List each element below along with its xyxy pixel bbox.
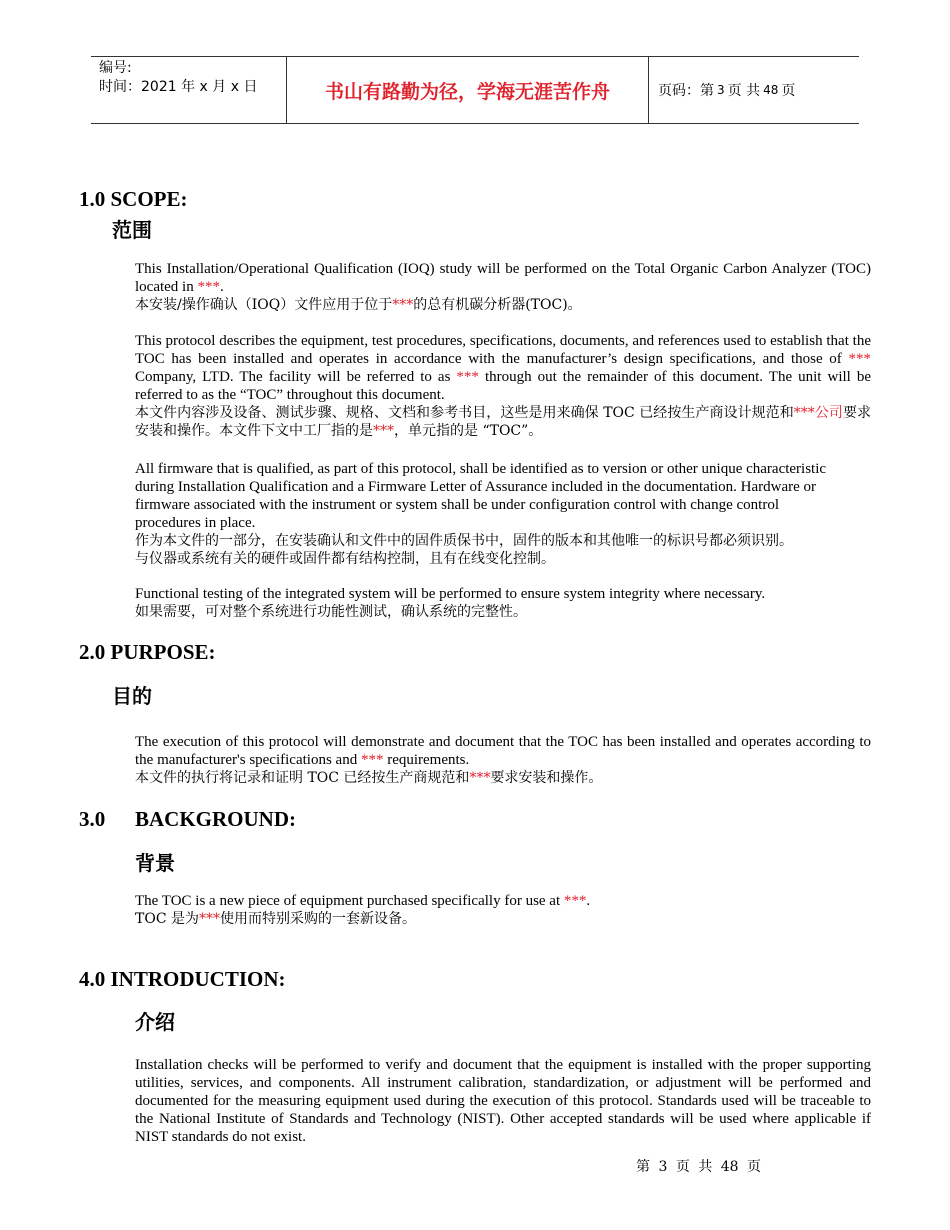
purpose-paragraph: The execution of this protocol will demonstrate and document that the TOC has been installed and operates according to the manufacturer's specifications and *** requirements. 本文件的执行将记录和证明 TOC 已经按生产商规范和***要求安装和操作。 [135, 734, 871, 786]
placeholder-marker: *** [197, 279, 220, 295]
placeholder-marker: *** [373, 423, 394, 439]
introduction-paragraph: Installation checks will be performed to verify and document that the equipment is installed with the proper supporting utilities, services, and components. All instrument calibration, standardization, or adjustment will be performed and documented for the measuring equipment used during the execution of this protocol. Standards used will be traceable to the National Institute of Standards and Technology (NIST). Other accepted standards will be used where applicable if NIST standards do not exist. [135, 1057, 871, 1145]
scope-paragraph-1: This Installation/Operational Qualification (IOQ) study will be performed on the Total Organic Carbon Analyzer (TOC) located in ***. 本安装/操作确认（IOQ）文件应用于位于***的总有机碳分析器(TOC)。 [135, 261, 871, 313]
date-label: 时间：2021 年 x 月 x 日 [99, 79, 258, 95]
serial-number-label: 编号: [99, 60, 132, 76]
placeholder-marker: *** [469, 770, 491, 786]
placeholder-company: ***公司 [793, 405, 843, 421]
header-motto: 书山有路勤为径，学海无涯苦作舟 [286, 57, 649, 123]
section-heading-introduction-cn: 介绍 [135, 1010, 175, 1034]
section-heading-scope: 1.0 SCOPE: [79, 187, 188, 211]
section-heading-scope-cn: 范围 [112, 218, 152, 242]
section-heading-introduction: 4.0 INTRODUCTION: [79, 967, 286, 991]
placeholder-marker: *** [392, 297, 414, 313]
header-meta [91, 57, 286, 123]
page-header [91, 56, 859, 124]
scope-paragraph-4: Functional testing of the integrated system will be performed to ensure system integrity where necessary. 如果需要，可对整个系统进行功能性测试，确认系统的完整性。 [135, 586, 766, 620]
placeholder-marker: *** [198, 911, 220, 927]
section-number-background: 3.0 [79, 807, 106, 831]
page-footer: 第 3 页 共 48 页 [636, 1159, 762, 1175]
background-paragraph: The TOC is a new piece of equipment purchased specifically for use at ***. TOC 是为***使用而特别采购的一套新设备。 [135, 893, 591, 927]
section-heading-background-cn: 背景 [135, 851, 175, 875]
scope-paragraph-3: All firmware that is qualified, as part of this protocol, shall be identified as to version or other unique characteristic during Installation Qualification and a Firmware Letter of Assurance included in the documentation. Hardware or firmware associated with the instrument or system shall be under configuration control with change control procedures in place. 作为本文件的一部分，在安装确认和文件中的固件质保书中，固件的版本和其他唯一的标识号都必须识别。 与仪器或系统有关的硬件或固件都有结构控制，且有在线变化控制。 [135, 461, 827, 567]
section-heading-purpose: 2.0 PURPOSE: [79, 640, 216, 664]
header-page-number: 页码：第 3 页 共 48 页 [658, 83, 796, 99]
placeholder-marker: *** [563, 893, 587, 909]
placeholder-marker: *** [360, 752, 384, 768]
section-heading-purpose-cn: 目的 [112, 684, 152, 708]
placeholder-marker: *** [456, 369, 479, 385]
scope-paragraph-2: This protocol describes the equipment, test procedures, specifications, documents, and references used to establish that the TOC has been installed and operates in accordance with the manufacturer’s design specifications, and those of *** Company, LTD. The facility will be referred to as *** through out the remainder of this document. The unit will be referred to as the “TOC” throughout this document. 本文件内容涉及设备、测试步骤、规格、文档和参考书目，这些是用来确保 TOC 已经按生产商设计规范和***公司要求安装和操作。本文件下文中工厂指的是***，单元指的是 “TOC”。 [135, 333, 872, 439]
section-heading-background: BACKGROUND: [135, 807, 296, 831]
placeholder-marker: *** [848, 351, 871, 367]
